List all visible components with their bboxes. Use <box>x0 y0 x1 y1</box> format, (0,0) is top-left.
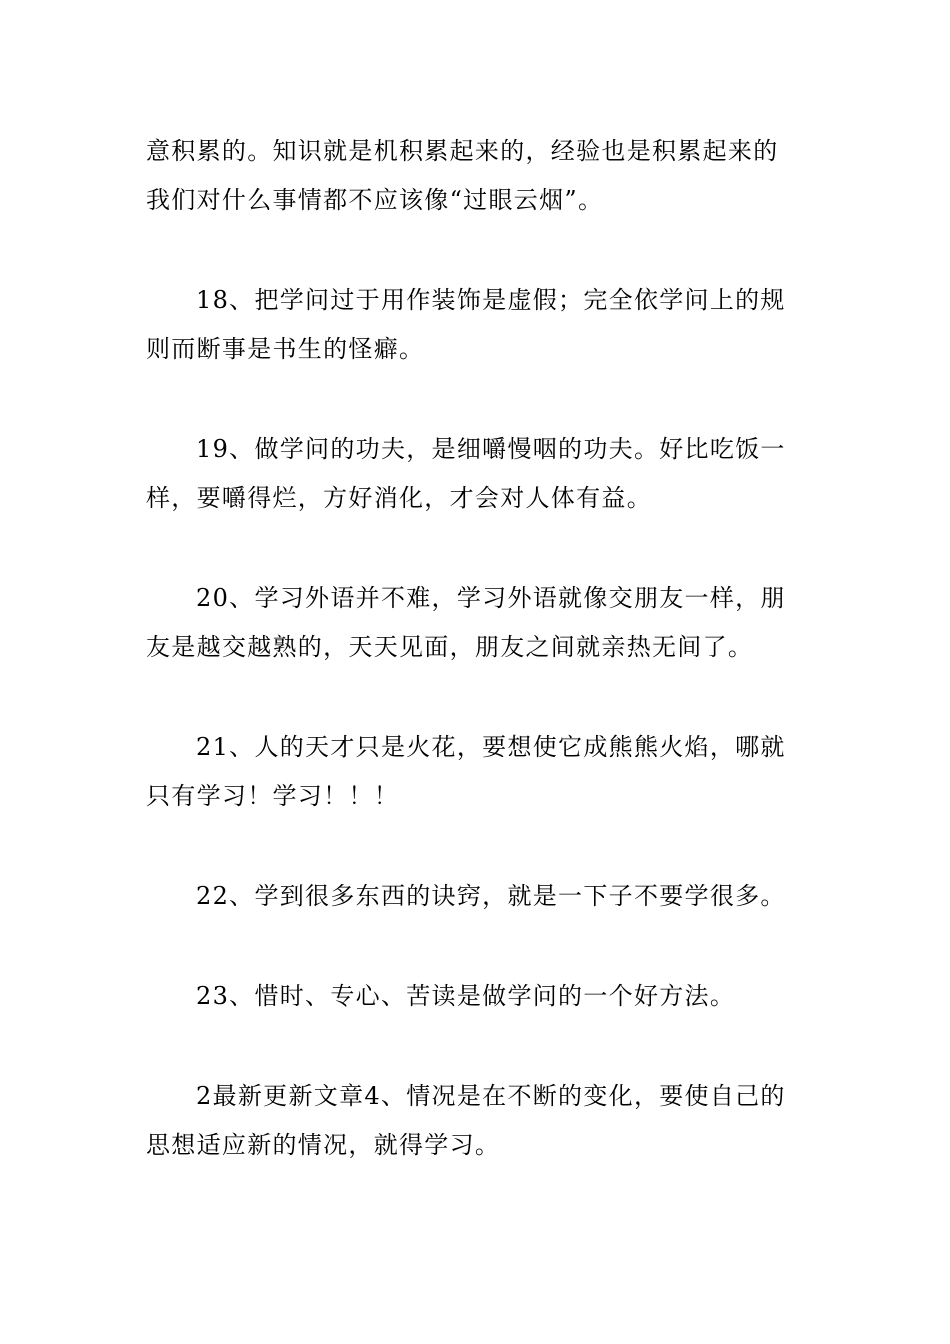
paragraph-quote-21 <box>146 723 806 821</box>
paragraph-line: 样，要嚼得烂，方好消化，才会对人体有益。 <box>146 484 652 512</box>
paragraph-line: 意积累的。知识就是机积累起来的，经验也是积累起来的 <box>146 137 779 165</box>
text-column <box>146 127 806 1170</box>
paragraph-line: 18、把学问过于用作装饰是虚假；完全依学问上的规 <box>196 286 786 314</box>
paragraph-line: 2最新更新文章4、情况是在不断的变化，要使自己的 <box>196 1082 786 1110</box>
paragraph-line: 我们对什么事情都不应该像“过眼云烟”。 <box>146 186 604 214</box>
paragraph-quote-20 <box>146 574 806 672</box>
paragraph-line: 19、做学问的功夫，是细嚼慢咽的功夫。好比吃饭一 <box>196 435 786 463</box>
paragraph-quote-24 <box>146 1072 806 1170</box>
paragraph-line: 友是越交越熟的，天天见面，朋友之间就亲热无间了。 <box>146 633 754 661</box>
paragraph-quote-22 <box>146 872 806 921</box>
paragraph-quote-19 <box>146 425 806 523</box>
paragraph-line: 23、惜时、专心、苦读是做学问的一个好方法。 <box>196 982 736 1010</box>
paragraph-line: 思想适应新的情况，就得学习。 <box>146 1131 501 1159</box>
paragraph-line: 则而断事是书生的怪癖。 <box>146 335 425 363</box>
paragraph-line: 20、学习外语并不难，学习外语就像交朋友一样，朋 <box>196 584 786 612</box>
paragraph-quote-23 <box>146 972 806 1021</box>
paragraph-quote-18 <box>146 276 806 374</box>
paragraph-continued <box>146 127 806 225</box>
paragraph-line: 只有学习！学习！！！ <box>146 782 399 810</box>
paragraph-line: 22、学到很多东西的诀窍，就是一下子不要学很多。 <box>196 882 786 910</box>
paragraph-line: 21、人的天才只是火花，要想使它成熊熊火焰，哪就 <box>196 733 786 761</box>
